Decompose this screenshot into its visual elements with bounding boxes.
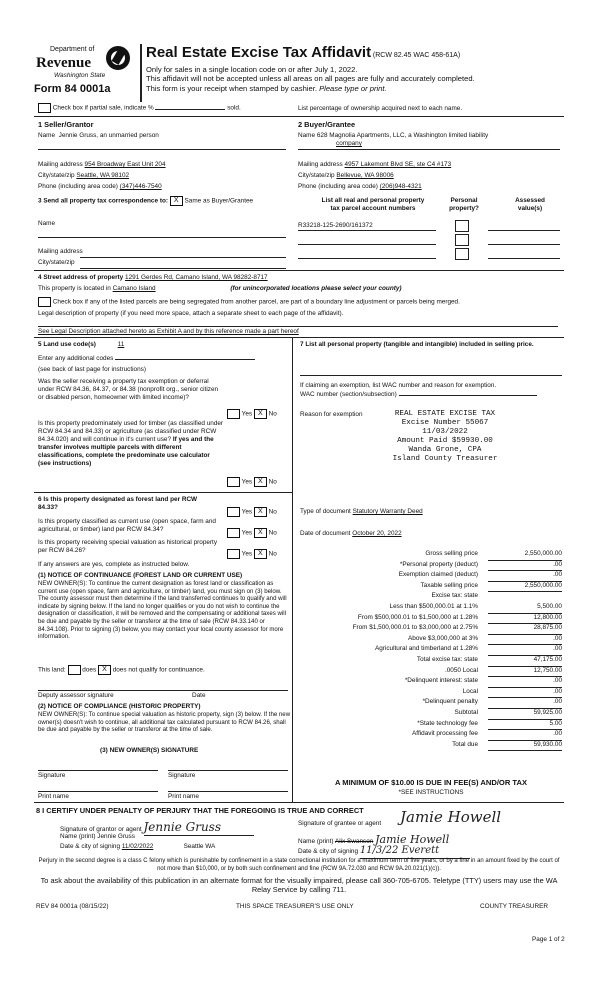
new-owner-print-label-2: Print name: [168, 793, 199, 800]
seller-city: Seattle, WA 98102: [76, 172, 130, 179]
sec6-q2-yes-box[interactable]: [227, 528, 240, 538]
buyer-phone: (206)948-4321: [379, 183, 422, 190]
tax-row: From $500,000.01 to $1,500,000 at 1.28% 12,800.00: [300, 614, 562, 625]
same-as-buyer-checkbox[interactable]: X: [170, 196, 183, 206]
county-treasurer: COUNTY TREASURER: [480, 903, 548, 910]
see-back-label: (see back of last page for instructions): [38, 366, 146, 373]
tax-row: *State technology fee 5.00: [300, 720, 562, 731]
form-number: Form 84 0001a: [34, 83, 111, 95]
doc-date-label: Date of document: [300, 530, 351, 537]
does-checkbox[interactable]: [68, 665, 81, 675]
personal-head-1: Personal: [450, 197, 478, 204]
seller-phone-label: Phone (including area code): [38, 183, 118, 190]
header-line-2: This affidavit will not be accepted unless all areas on all pages are fully and accurately completed.: [146, 74, 475, 84]
grantee-name: Jamie Howell: [375, 833, 450, 846]
personal-property-checkbox-3[interactable]: [455, 248, 469, 260]
sec5-q1-no-box[interactable]: X: [254, 409, 267, 419]
segregated-checkbox[interactable]: [38, 297, 51, 307]
sec3-city-label: City/state/zip: [38, 259, 75, 266]
segregated-label: Check box if any of the listed parcels are being segregated from another parcel, are part of a boundary line adjustment or parcels being merged.: [52, 298, 460, 306]
affidavit-page: Department of Revenue Washington State Form 84 0001a Real Estate Excise Tax Affidavit (RCW 82.45 WAC 458-61A) Only for sales in a single location code on or after July 1, 2022. This affidavit will not be accepted unless all areas on all pages are fully and accurately completed. This form is your receipt when stamped by cashier. Please type or print. Check box if partial sale, indicate % sold. List percentage of ownership acquired next to each name. 1 Seller/Grantor Name Jennie Gruss, an unmarried person Mailing address 954 Broadway East Unit 204 City/state/zip Seattle, WA 98102 Phone (including area code) (347)446-7540 2 Buyer/Grantee Name 628 Magnolia Apartments, LLC, a Washington limited liability company Mailing address 4957 Lakemont Blvd SE, ste C4 #173 City/state/zip Bellevue, WA 98006 Phone (including area code) (206)948-4321 3 Send all property tax correspondence to: X Same as Buyer/Grantee Name Mailing address City/state/zip List all real and personal property tax parcel account numbers Personal property? Assessed value(s) R33218-125-2690/161372 4 Street address of property 1291 Gerdes Rd, Camano Island, WA 98282-8717 This property is located in Camano Island (for unincorporated locations please select your county) Check box if any of the listed parcels are being segregated from another parcel, are part of a boundary line adjustment or parcels being merged. Legal description of property (if you need more space, attach a separate sheet to each page of the affidavit). See Legal Description attached hereto as Exhibit A and by this reference made a part hereof 5 Land use code(s) 11 Enter any additional codes (see back of last page for instructions) Was the seller receiving a property tax exemption or deferral under RCW 84.36, 84.37, or 84.38 (nonprofit org., senior citizen or disabled person, homeowner with limited income)? Yes X No Is this property predominately used for timber (as classified under RCW 84.34 and 84.33) or agriculture (as classified under RCW 84.34.020) and will continue in it's current use? If yes and the transfer involves multiple parcels with different classifications, complete the predominate use calculator (see instructions) Yes X No 6 Is this property designated as forest land per RCW 84.33? Yes X No Is this property classified as current use (open space, farm and agricultural, or timber) land per RCW 84.34? Yes X No Is this property receiving special valuation as historical property per RCW 84.26? Yes X No If any answers are yes, complete as instructed below. (1) NOTICE OF CONTINUANCE (FOREST LAND OR CURRENT USE) NEW OWNER(S): To continue the current designation as forest land or classification as current use (open space, farm and agriculture, or timber) land, you must sign on (3) below. The county assessor must then determine if the land transferred continues to qualify and will indicate by signing below. If the land no longer qualifies or you do not wish to continue the designation or classification, it will be removed and the compensating or additional taxes will be due and payable by the seller or transferor at the time of sale (RCW 84.33.140 or 84.34.108). Prior to signing (3) below, you may contact your local county assessor for more information. This land: does X does not qualify for continuance. Deputy assessor signature Date (2) NOTICE OF COMPLIANCE (HISTORIC PROPERTY) NEW OWNER(S): To continue special valuation as historic property, sign (3) below. If the new owner(s) doesn't wish to continue, all additional tax calculated pursuant to RCW 84.26, shall be due and payable by the seller or transferor at the time of sale. (3) NEW OWNER(S) SIGNATURE Signature Signature Print name Print name 7 List all personal property (tangible and intangible) included in selling price. If claiming an exemption, list WAC number and reason for exemption. WAC number (section/subsection) Reason for exemption REAL ESTATE EXCISE TAX Excise Number 55067 11/03/2022 Amount Paid $59930.00 Wanda Grone, CPA Island County Treasurer Type of document Statutory Warranty Deed Date of document October 20, 2022 Gross selling price 2,550,000.00 *Personal property (deduct) .00 Exemption claimed (deduct) .00 Taxable selling price 2,550,000.00 Excise tax: state Less than $500,000.01 at 1.1% 5,500.00 From $500,000.01 to $1,500,000 at 1.28% 12,800.00 From $1,500,000.01 to $3,000,000 at 2.75% 28,875.00 Above $3,000,000 at 3% .00 Agricultural and timberland at 1.28% .00 Total excise tax: state 47,175.00 .0050 Local 12,750.00 *Delinquent interest: state .00 Local .00 *Delinquent penalty .00 Subtotal 59,925.00 *State technology fee 5.00 Affidavit processing fee .00 Total due 59,930.00 A MINIMUM OF $10.00 IS DUE IN FEE(S) AND/OR TAX *SEE INSTRUCTIONS 8 I CERTIFY UNDER PENALTY OF PERJURY THAT THE FOREGOING IS TRUE AND CORRECT Signature of grantor or agent Jennie Gruss Name (print) Jennie Gruss Date & city of signing 11/02/2022 Seattle WA Signature of grantee or agent Jamie Howell Name (print) Alix Swanson Jamie Howell Date & city of signing 11/3/22 Everett Perjury in the second degree is a class C felony which is punishable by confinement in a state correctional institution for a maximum term of five years, or by a fine in an amount fixed by the court of not more than $10,000, or by both such confinement and fine (RCW 9A.72.030 and RCW 9A.20.021(1)(c)). To ask about the availability of this publication in an alternate format for the visually impaired, please call 360-705-6705. Teletype (TTY) users may use the WA Relay Service by calling 711. REV 84 0001a (08/15/22) THIS SPACE TREASURER'S USE ONLY COUNTY TREASURER Page 1 of 2: [0, 0, 600, 988]
tax-row: Total excise tax: state 47,175.00: [300, 656, 562, 667]
new-owner-signature-label-1: Signature: [38, 772, 66, 779]
tax-row: Less than $500,000.01 at 1.1% 5,500.00: [300, 603, 562, 614]
header-line-3-italic: Please type or print.: [319, 83, 387, 93]
dept-line-3: Washington State: [54, 72, 106, 79]
buyer-mailing: 4957 Lakemont Blvd SE, ste C4 #173: [344, 161, 452, 168]
treasurer-use-only: THIS SPACE TREASURER'S USE ONLY: [236, 903, 354, 910]
certify-label: 8 I CERTIFY UNDER PENALTY OF PERJURY THAT THE FOREGOING IS TRUE AND CORRECT: [36, 806, 364, 815]
stamp-line-1: REAL ESTATE EXCISE TAX: [394, 410, 496, 418]
sec6-q1-answer: Yes X No: [227, 507, 277, 517]
sec6-note: If any answers are yes, complete as instructed below.: [38, 561, 190, 568]
located-value: Camano Island: [112, 285, 156, 292]
sec6-q1-yes-box[interactable]: [227, 507, 240, 517]
does-not-checkbox[interactable]: X: [98, 665, 111, 675]
seller-city-label: City/state/zip: [38, 172, 75, 179]
notice-1-head: (1) NOTICE OF CONTINUANCE (FOREST LAND OR CURRENT USE): [38, 572, 243, 579]
located-note: (for unincorporated locations please select your county): [230, 285, 402, 292]
sec5-q1-answer: Yes X No: [227, 409, 277, 419]
personal-property-checkbox-1[interactable]: [455, 220, 469, 232]
buyer-mailing-label: Mailing address: [298, 161, 343, 168]
grantor-signature: Jennie Gruss: [144, 820, 254, 836]
notice-3-head: (3) NEW OWNER(S) SIGNATURE: [100, 747, 199, 754]
dept-line-1: Department of: [50, 46, 95, 53]
sec6-question-1: 6 Is this property designated as forest land per RCW 84.33?: [38, 496, 198, 511]
perjury-notice: Perjury in the second degree is a class C felony which is punishable by confinement in a state correctional institution for a maximum term of five years, or by a fine in an amount fixed by the court of not more than $10,000, or by both such confinement and fine (RCW 9A.72.030 and RCW 9A.20.021(1)(c)).: [38, 858, 560, 872]
sec6-question-2: Is this property classified as current use (open space, farm and agricultural, or timber) land per RCW 84.34?: [38, 518, 216, 533]
stamp-line-2: Excise Number 55067: [401, 419, 489, 427]
sec6-q1-no-box[interactable]: X: [254, 507, 267, 517]
partial-sale-checkbox[interactable]: [38, 103, 51, 113]
grantee-date-label: Date & city of signing: [298, 848, 359, 855]
assessed-head-2: value(s): [517, 205, 543, 212]
tax-row: *Delinquent interest: state .00: [300, 677, 562, 688]
parcel-head-2: tax parcel account numbers: [330, 205, 416, 212]
sec6-q3-yes-box[interactable]: [227, 549, 240, 559]
deputy-signature-label: Deputy assessor signature: [38, 692, 114, 699]
grantor-city: Seattle WA: [183, 843, 216, 850]
seller-name-label: Name: [38, 132, 56, 139]
notice-2-body: NEW OWNER(S): To continue special valuation as historic property, sign (3) below. If the new owner(s) doesn't wish to continue, all additional tax calculated pursuant to RCW 84.26, shall be due and payable by the seller or transferor at the time of sale.: [38, 711, 291, 734]
page-number: Page 1 of 2: [532, 936, 565, 943]
sec3-name-label: Name: [38, 220, 56, 227]
sec4-label: 4 Street address of property: [38, 274, 124, 281]
minimum-due: A MINIMUM OF $10.00 IS DUE IN FEE(S) AND/OR TAX: [334, 778, 528, 787]
rev-number: REV 84 0001a (08/15/22): [36, 903, 109, 910]
buyer-name-line-2: company: [336, 140, 362, 147]
tax-row: Gross selling price 2,550,000.00: [300, 550, 562, 561]
stamp-line-6: Island County Treasurer: [392, 455, 498, 463]
dor-logo-icon: [106, 46, 130, 70]
sec6-q2-answer: Yes X No: [227, 528, 277, 538]
buyer-name-label: Name: [298, 132, 316, 139]
page-title: Real Estate Excise Tax Affidavit: [146, 44, 372, 61]
grantee-name-struck: Alix Swanson: [334, 838, 374, 845]
new-owner-print-label-1: Print name: [38, 793, 69, 800]
grantor-name-label: Name (print): [60, 833, 96, 840]
located-label: This property is located in: [38, 285, 111, 292]
sec5-q2-answer: Yes X No: [227, 477, 277, 487]
buyer-city-label: City/state/zip: [298, 172, 335, 179]
partial-sale-sold: sold.: [227, 104, 241, 112]
notice-1-body: NEW OWNER(S): To continue the current designation as forest land or classification as current use (open space, farm and agriculture, or timber) land, you must sign on (3) below. The county assessor must then determine if the land transferred continues to qualify and will indicate by signing below. If the land no longer qualifies or you do not wish to continue the designation or classification, it will be removed and the compensating or additional taxes will be due and payable by the seller or transferor at the time of sale (RCW 84.33.140 or 84.34.108). Prior to signing (3) below, you may contact your local county assessor for more information.: [38, 580, 287, 641]
doc-date: October 20, 2022: [352, 530, 402, 537]
tax-row: Agricultural and timberland at 1.28% .00: [300, 645, 562, 656]
grantee-date: 11/3/22 Everett: [360, 845, 470, 859]
exemption-label: If claiming an exemption, list WAC number and reason for exemption.: [300, 382, 497, 389]
grantor-name: Jennie Gruss: [97, 833, 135, 840]
tax-row: *Personal property (deduct) .00: [300, 561, 562, 572]
sec5-question-1: Was the seller receiving a property tax exemption or deferral under RCW 84.36, 84.37, or 84.38 (nonprofit org., senior citizen or disabled person, homeowner with limited income)?: [38, 378, 219, 401]
grantee-signature-label: Signature of grantee or agent: [298, 820, 382, 827]
assessed-head-1: Assessed: [515, 197, 545, 204]
sec5-question-2b: If yes and the transfer involves multiple parcels with different classifications, complete the predominate use calculator (see instructions): [38, 436, 214, 467]
stamp-line-5: Wanda Grone, CPA: [408, 446, 482, 454]
tax-row: *Delinquent penalty .00: [300, 698, 562, 709]
notice-2-head: (2) NOTICE OF COMPLIANCE (HISTORIC PROPERTY): [38, 703, 201, 710]
tax-table: [300, 550, 562, 751]
buyer-name-line-1: 628 Magnolia Apartments, LLC, a Washington limited liability: [316, 132, 489, 139]
personal-property-checkbox-2[interactable]: [455, 234, 469, 246]
sec3-same-label: Same as Buyer/Grantee: [184, 197, 254, 205]
header-line-3: This form is your receipt when stamped by cashier.: [146, 83, 317, 93]
grantee-name-label: Name (print): [298, 838, 334, 845]
partial-sale-row: [38, 103, 241, 113]
grantor-date: 11/02/2022: [121, 843, 154, 850]
doc-type: Statutory Warranty Deed: [352, 508, 423, 515]
tax-row: Exemption claimed (deduct) .00: [300, 571, 562, 582]
deputy-date-label: Date: [192, 692, 206, 699]
stamp-line-4: Amount Paid $59930.00: [397, 437, 493, 445]
grantee-signature: Jamie Howell: [400, 808, 502, 826]
buyer-city: Bellevue, WA 98006: [336, 172, 394, 179]
wac-label: WAC number (section/subsection): [300, 391, 397, 398]
header-text: [146, 44, 586, 93]
sec5-label: 5 Land use code(s): [38, 341, 96, 348]
tax-row: Taxable selling price 2,550,000.00: [300, 582, 562, 593]
legal-label: Legal description of property (if you need more space, attach a separate sheet to each page of the affidavit).: [38, 310, 344, 317]
ownership-label: List percentage of ownership acquired next to each name.: [298, 105, 463, 112]
seller-phone: (347)446-7540: [119, 183, 162, 190]
sec5-question-2a: Is this property predominately used for timber (as classified under RCW 84.34 and 84.33) or agriculture (as classified under RCW 84.34.020) and will continue in it's current use?: [38, 420, 224, 443]
buyer-phone-label: Phone (including area code): [298, 183, 378, 190]
tax-row: .0050 Local 12,750.00: [300, 667, 562, 678]
sec6-q2-no-box[interactable]: X: [254, 528, 267, 538]
reason-label: Reason for exemption: [300, 411, 363, 418]
tax-row: Total due 59,930.00: [300, 741, 562, 752]
buyer-section-label: 2 Buyer/Grantee: [298, 120, 356, 129]
sec6-q3-answer: Yes X No: [227, 549, 277, 559]
title-ref: (RCW 82.45 WAC 458-61A): [372, 52, 461, 59]
tax-row: Above $3,000,000 at 3% .00: [300, 635, 562, 646]
tax-row: From $1,500,000.01 to $3,000,000 at 2.75% 28,875.00: [300, 624, 562, 635]
sec5-q1-yes-box[interactable]: [227, 409, 240, 419]
treasurer-stamp: [370, 410, 520, 464]
stamp-line-3: 11/03/2022: [422, 428, 468, 436]
tax-row: Local .00: [300, 688, 562, 699]
tax-row: Excise tax: state: [431, 592, 478, 600]
parcel-head-1: List all real and personal property: [321, 197, 425, 204]
sec3-label: 3 Send all property tax correspondence to:: [38, 197, 168, 205]
sec5-q2-no-box[interactable]: X: [254, 477, 267, 487]
property-address: 1291 Gerdes Rd, Camano Island, WA 98282-8717: [125, 274, 268, 281]
land-use-code: 11: [117, 341, 125, 348]
seller-mailing: 954 Broadway East Unit 204: [84, 161, 166, 168]
tax-row: Affidavit processing fee .00: [300, 730, 562, 741]
new-owner-signature-label-2: Signature: [168, 772, 196, 779]
sec7-label: 7 List all personal property (tangible and intangible) included in selling price.: [300, 341, 534, 348]
doc-type-label: Type of document: [300, 508, 351, 515]
sec6-q3-no-box[interactable]: X: [254, 549, 267, 559]
parcel-number: R33218-125-2690/161372: [298, 222, 373, 229]
sec5-q2-yes-box[interactable]: [227, 477, 240, 487]
legal-description: See Legal Description attached hereto as Exhibit A and by this reference made a part hereof: [38, 328, 299, 335]
tax-row: Subtotal 59,925.00: [300, 709, 562, 720]
sec6-question-3: Is this property receiving special valuation as historical property per RCW 84.26?: [38, 539, 218, 554]
additional-codes-label: Enter any additional codes: [38, 355, 114, 362]
sec3-mailing-label: Mailing address: [38, 248, 83, 255]
grantor-signature-label: Signature of grantor or agent: [60, 826, 142, 833]
header-line-1: Only for sales in a single location code on or after July 1, 2022.: [146, 64, 358, 74]
dor-logo: [30, 46, 140, 102]
seller-name: Jennie Gruss, an unmarried person: [58, 132, 159, 139]
personal-head-2: property?: [449, 205, 479, 212]
seller-mailing-label: Mailing address: [38, 161, 83, 168]
grantor-date-label: Date & city of signing: [60, 843, 121, 850]
see-instructions: *SEE INSTRUCTIONS: [398, 789, 464, 796]
this-land-label: This land:: [38, 666, 66, 674]
alt-format-notice: To ask about the availability of this publication in an alternate format for the visually impaired, please call 360-705-6705. Teletype (TTY) users may use the WA Relay Service by calling 711.: [40, 876, 558, 895]
partial-sale-label: Check box if partial sale, indicate %: [52, 104, 154, 112]
dept-line-2: Revenue: [36, 55, 91, 71]
seller-section-label: 1 Seller/Grantor: [38, 120, 94, 129]
